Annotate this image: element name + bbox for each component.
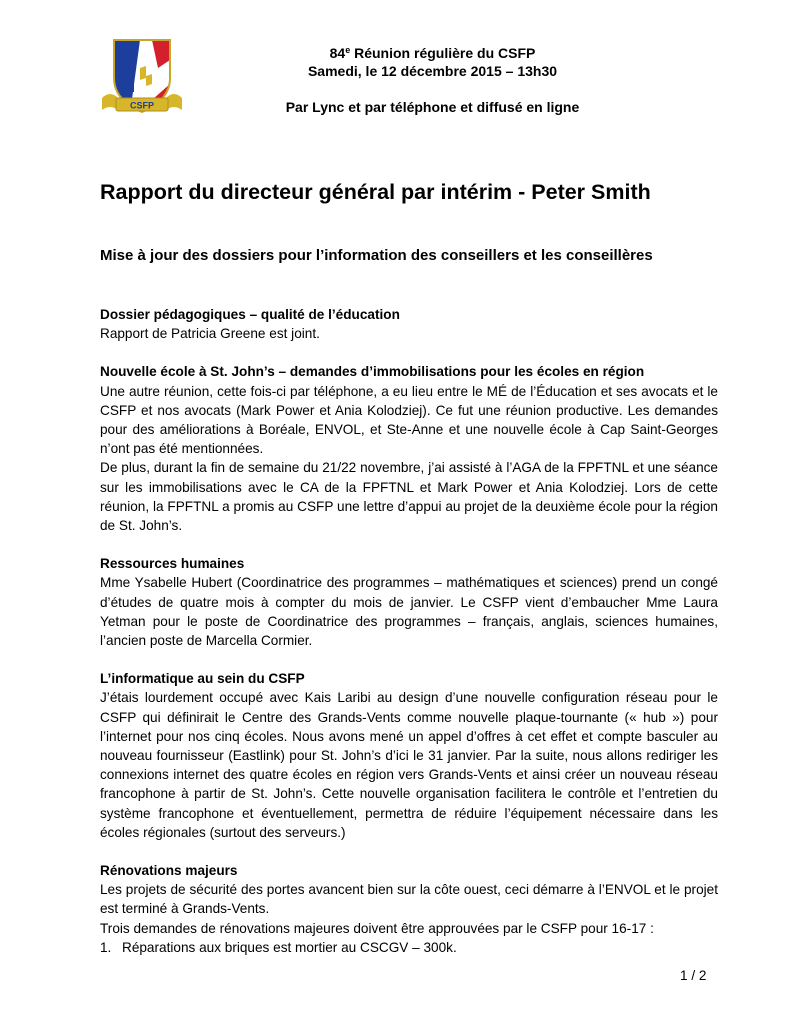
paragraph: J’étais lourdement occupé avec Kais Laribi au design d’une nouvelle configuration réseau pour le CSFP qui définirait le Centre des Grands-Vents comme nouvelle plaque-tournante (« hub ») pour l’internet pour nos cinq écoles. Nous avons mené un appel d’offres à cet effet et compte basculer au nouveau fournisseur (Eastlink) pour St. John’s d’ici le 31 janvier. Par la suite, nous allons rediriger les connexions internet des quatre écoles en région vers Grands-Vents et ainsi créer un nouveau réseau francophone à partir de St. John’s. Cette nouvelle organisation facilitera le contrôle et l’entretien du système francophone et éventuellement, permettra de réduire l’équipement nécessaire dans les écoles régionales (surtout des serveurs.)	[100, 690, 718, 840]
meeting-number-suffix: e	[345, 45, 351, 55]
list-text: Réparations aux briques est mortier au CSCGV – 300k.	[122, 939, 457, 955]
meeting-number-line	[190, 44, 675, 62]
section-pedagogy	[100, 305, 718, 343]
section-new-school	[100, 362, 718, 535]
section-title: Dossier pédagogiques – qualité de l’éducation	[100, 307, 400, 322]
paragraph: De plus, durant la fin de semaine du 21/22 novembre, j’ai assisté à l’AGA de la FPFTNL et une séance sur les immobilisations avec le CA de la FPFTNL et Mark Power et Ania Kolodziej. Lors de cette réunion, la FPFTNL a promis au CSFP une lettre d’appui au projet de la deuxième école pour la région de St. John’s.	[100, 460, 718, 534]
meeting-date: Samedi, le 12 décembre 2015 – 13h30	[307, 63, 558, 79]
section-title: Nouvelle école à St. John’s – demandes d’immobilisations pour les écoles en région	[100, 364, 645, 380]
list-number: 1.	[100, 939, 112, 955]
logo-text: CSFP	[129, 100, 155, 111]
report-title: Rapport du directeur général par intérim - Peter Smith	[100, 180, 651, 204]
paragraph: Trois demandes de rénovations majeures doivent être approuvées par le CSFP pour 16-17 :	[100, 920, 654, 936]
section-title: Rénovations majeurs	[100, 863, 238, 879]
paragraph: Mme Ysabelle Hubert (Coordinatrice des programmes – mathématiques et sciences) prend un congé d’études de quatre mois à compter du mois de janvier. Le CSFP vient d’embaucher Mme Laura Yetman pour le poste de Coordinatrice des programmes – français, anglais, sciences humaines, l’ancien poste de Marcella Cormier.	[100, 575, 718, 649]
paragraph: Rapport de Patricia Greene est joint.	[100, 326, 320, 342]
section-renovations	[100, 861, 718, 957]
paragraph: Une autre réunion, cette fois-ci par téléphone, a eu lieu entre le MÉ de l’Éducation et ses avocats et le CSFP et nos avocats (Mark Power et Ania Kolodziej). Ce fut une réunion productive. Les demandes pour des améliorations à Boréale, ENVOL, et Ste-Anne et une nouvelle école à Cap Saint-Georges n’ont pas été mentionnées.	[100, 383, 718, 457]
meeting-mode: Par Lync et par téléphone et diffusé en ligne	[285, 99, 580, 115]
section-it	[100, 669, 718, 842]
list-item	[100, 938, 718, 957]
meeting-number: 84	[329, 45, 346, 61]
report-subtitle: Mise à jour des dossiers pour l’information des conseillers et les conseillères	[100, 247, 653, 264]
meeting-name: Réunion régulière du CSFP	[350, 45, 536, 61]
paragraph: Les projets de sécurité des portes avancent bien sur la côte ouest, ceci démarre à l’ENVOL et le projet est terminé à Grands-Vents.	[100, 882, 718, 917]
report-body	[100, 305, 718, 976]
section-title: L’informatique au sein du CSFP	[100, 671, 305, 687]
section-title: Ressources humaines	[100, 556, 245, 572]
section-human-resources	[100, 554, 718, 650]
page-number: 1 / 2	[680, 968, 707, 983]
csfp-shield-icon	[100, 38, 184, 116]
csfp-logo	[100, 38, 184, 116]
